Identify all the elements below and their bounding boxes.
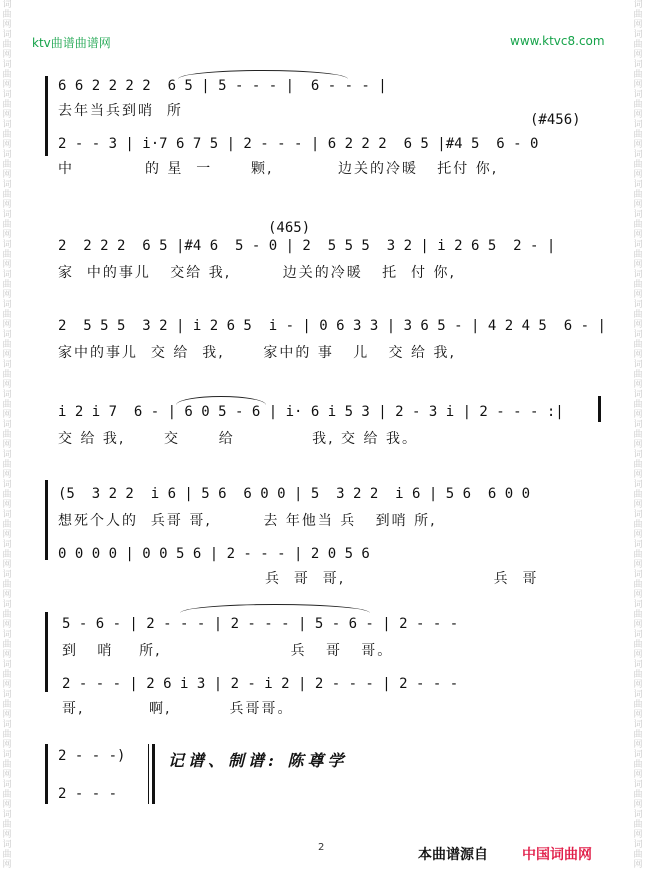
watermark-char: 网 bbox=[2, 800, 12, 810]
lower-lyric: 中 的 星 一 颗, 边关的冷暖 托付 你, bbox=[58, 161, 499, 177]
watermark-char: 词 bbox=[2, 630, 12, 640]
watermark-char: 网 bbox=[633, 830, 643, 840]
lower-notes: 2 - - - bbox=[58, 786, 118, 802]
watermark-char: 曲 bbox=[633, 310, 643, 320]
watermark-char: 曲 bbox=[2, 250, 12, 260]
watermark-char: 词 bbox=[633, 30, 643, 40]
watermark-char: 曲 bbox=[633, 130, 643, 140]
end-repeat-bar bbox=[598, 396, 601, 422]
watermark-char: 词 bbox=[633, 0, 643, 10]
watermark-char: 网 bbox=[633, 710, 643, 720]
watermark-char: 曲 bbox=[633, 610, 643, 620]
watermark-char: 词 bbox=[2, 90, 12, 100]
page-number: 2 bbox=[318, 842, 325, 853]
watermark-char: 词 bbox=[2, 510, 12, 520]
watermark-char: 网 bbox=[633, 110, 643, 120]
watermark-char: 网 bbox=[2, 620, 12, 630]
system-bracket bbox=[45, 744, 48, 804]
watermark-char: 曲 bbox=[2, 190, 12, 200]
watermark-char: 网 bbox=[2, 20, 12, 30]
watermark-char: 网 bbox=[2, 290, 12, 300]
watermark-char: 词 bbox=[2, 450, 12, 460]
watermark-char: 网 bbox=[633, 140, 643, 150]
watermark-char: 词 bbox=[633, 360, 643, 370]
annotation: (#456) bbox=[530, 112, 581, 128]
footer-site-link[interactable]: 中国词曲网 bbox=[522, 847, 592, 863]
system-bracket bbox=[45, 76, 48, 156]
watermark-char: 曲 bbox=[633, 550, 643, 560]
watermark-char: 曲 bbox=[633, 160, 643, 170]
watermark-char: 网 bbox=[633, 680, 643, 690]
watermark-char: 网 bbox=[633, 590, 643, 600]
watermark-char: 词 bbox=[633, 810, 643, 820]
watermark-char: 词 bbox=[633, 270, 643, 280]
header-right-url: www.ktvc8.com bbox=[510, 34, 605, 48]
watermark-char: 词 bbox=[2, 600, 12, 610]
watermark-char: 词 bbox=[633, 240, 643, 250]
watermark-char: 网 bbox=[633, 50, 643, 60]
watermark-char: 网 bbox=[2, 140, 12, 150]
watermark-char: 网 bbox=[633, 560, 643, 570]
watermark-char: 曲 bbox=[633, 820, 643, 830]
watermark-char: 词 bbox=[633, 450, 643, 460]
watermark-char: 曲 bbox=[633, 10, 643, 20]
watermark-char: 词 bbox=[633, 390, 643, 400]
watermark-char: 曲 bbox=[2, 730, 12, 740]
watermark-char: 词 bbox=[2, 780, 12, 790]
watermark-char: 词 bbox=[633, 60, 643, 70]
watermark-char: 词 bbox=[633, 510, 643, 520]
watermark-char: 曲 bbox=[2, 70, 12, 80]
header-left-text: ktv曲谱曲谱网 bbox=[32, 36, 111, 50]
watermark-char: 词 bbox=[2, 390, 12, 400]
watermark-char: 曲 bbox=[633, 640, 643, 650]
watermark-char: 曲 bbox=[633, 460, 643, 470]
watermark-char: 词 bbox=[633, 780, 643, 790]
watermark-char: 曲 bbox=[633, 790, 643, 800]
watermark-char: 曲 bbox=[2, 10, 12, 20]
watermark-char: 曲 bbox=[633, 520, 643, 530]
watermark-char: 网 bbox=[633, 380, 643, 390]
watermark-char: 网 bbox=[2, 230, 12, 240]
upper-notes: (5 3 2 2 i 6 | 5 6 6 0 0 | 5 3 2 2 i 6 | 5 6 6 0 0 bbox=[58, 486, 531, 502]
watermark-char: 曲 bbox=[633, 220, 643, 230]
watermark-char: 网 bbox=[633, 410, 643, 420]
final-bar-thin bbox=[148, 744, 149, 804]
watermark-char: 曲 bbox=[633, 340, 643, 350]
watermark-char: 网 bbox=[2, 380, 12, 390]
watermark-char: 词 bbox=[2, 360, 12, 370]
watermark-char: 词 bbox=[2, 540, 12, 550]
upper-notes: 2 - - -) bbox=[58, 748, 126, 764]
lower-notes: 2 - - 3 | i·7 6 7 5 | 2 - - - | 6 2 2 2 6 5 |#4 5 6 - 0 bbox=[58, 136, 539, 152]
watermark-char: 曲 bbox=[633, 430, 643, 440]
watermark-char: 网 bbox=[633, 740, 643, 750]
watermark-char: 网 bbox=[633, 200, 643, 210]
watermark-char: 网 bbox=[633, 170, 643, 180]
watermark-char: 词 bbox=[633, 540, 643, 550]
watermark-char: 词 bbox=[633, 150, 643, 160]
watermark-char: 曲 bbox=[633, 70, 643, 80]
final-bar-thick bbox=[152, 744, 155, 804]
watermark-char: 曲 bbox=[2, 790, 12, 800]
watermark-char: 曲 bbox=[633, 490, 643, 500]
watermark-char: 词 bbox=[633, 90, 643, 100]
lyric: 家中的事儿 交 给 我, 家中的 事 儿 交 给 我, bbox=[58, 345, 456, 361]
lower-notes: 0 0 0 0 | 0 0 5 6 | 2 - - - | 2 0 5 6 bbox=[58, 546, 370, 562]
notes: i 2 i 7 6 - | 6 0 5 - 6 | i· 6 i 5 3 | 2 - 3 i | 2 - - - :| bbox=[58, 404, 564, 420]
tie bbox=[178, 70, 348, 79]
watermark-char: 网 bbox=[2, 110, 12, 120]
lower-lyric: 哥, 啊, 兵哥哥。 bbox=[62, 701, 294, 717]
watermark-char: 词 bbox=[2, 60, 12, 70]
watermark-char: 曲 bbox=[633, 370, 643, 380]
watermark-char: 网 bbox=[2, 560, 12, 570]
watermark-char: 曲 bbox=[633, 850, 643, 860]
watermark-char: 网 bbox=[2, 860, 12, 870]
watermark-char: 曲 bbox=[633, 760, 643, 770]
watermark-char: 曲 bbox=[2, 760, 12, 770]
watermark-char: 网 bbox=[2, 410, 12, 420]
upper-lyric: 到 哨 所, 兵 哥 哥。 bbox=[62, 643, 394, 659]
credit-text: 记谱、制谱: 陈尊学 bbox=[168, 751, 348, 770]
watermark-char: 曲 bbox=[633, 280, 643, 290]
footer-source-label: 本曲谱源自 bbox=[418, 847, 488, 863]
watermark-char: 网 bbox=[2, 590, 12, 600]
watermark-char: 词 bbox=[633, 330, 643, 340]
upper-notes: 5 - 6 - | 2 - - - | 2 - - - | 5 - 6 - | 2 - - - bbox=[62, 616, 459, 632]
watermark-char: 词 bbox=[2, 480, 12, 490]
watermark-char: 词 bbox=[633, 840, 643, 850]
watermark-char: 曲 bbox=[2, 490, 12, 500]
watermark-char: 词 bbox=[2, 750, 12, 760]
lyric: 交 给 我, 交 给 我, 交 给 我。 bbox=[58, 431, 418, 447]
watermark-char: 词 bbox=[2, 240, 12, 250]
watermark-char: 曲 bbox=[2, 580, 12, 590]
watermark-char: 曲 bbox=[2, 310, 12, 320]
watermark-char: 词 bbox=[2, 330, 12, 340]
watermark-char: 网 bbox=[633, 530, 643, 540]
watermark-char: 词 bbox=[633, 660, 643, 670]
lower-lyric: 兵 哥 哥, 兵 哥 bbox=[265, 571, 539, 587]
annotation: (465) bbox=[268, 220, 311, 236]
upper-lyric: 想死个人的 兵哥 哥, 去 年他当 兵 到哨 所, bbox=[58, 513, 437, 529]
watermark-char: 网 bbox=[633, 290, 643, 300]
watermark-char: 曲 bbox=[2, 280, 12, 290]
watermark-char: 网 bbox=[2, 530, 12, 540]
watermark-char: 词 bbox=[2, 210, 12, 220]
watermark-char: 词 bbox=[2, 0, 12, 10]
watermark-char: 网 bbox=[633, 440, 643, 450]
notes: 2 5 5 5 3 2 | i 2 6 5 i - | 0 6 3 3 | 3 6 5 - | 4 2 4 5 6 - | bbox=[58, 318, 606, 334]
watermark-char: 曲 bbox=[633, 190, 643, 200]
system-bracket bbox=[45, 480, 48, 560]
watermark-char: 曲 bbox=[2, 430, 12, 440]
watermark-char: 网 bbox=[2, 170, 12, 180]
watermark-char: 词 bbox=[633, 690, 643, 700]
watermark-char: 曲 bbox=[2, 640, 12, 650]
watermark-char: 曲 bbox=[2, 460, 12, 470]
watermark-char: 网 bbox=[633, 800, 643, 810]
watermark-char: 词 bbox=[633, 480, 643, 490]
watermark-char: 词 bbox=[633, 570, 643, 580]
watermark-char: 曲 bbox=[2, 40, 12, 50]
watermark-char: 网 bbox=[633, 260, 643, 270]
watermark-char: 网 bbox=[2, 320, 12, 330]
watermark-char: 网 bbox=[633, 20, 643, 30]
watermark-char: 曲 bbox=[2, 130, 12, 140]
watermark-char: 网 bbox=[2, 200, 12, 210]
watermark-char: 词 bbox=[633, 420, 643, 430]
watermark-char: 网 bbox=[633, 770, 643, 780]
watermark-char: 曲 bbox=[2, 100, 12, 110]
watermark-char: 词 bbox=[2, 150, 12, 160]
watermark-char: 网 bbox=[2, 440, 12, 450]
tie bbox=[180, 604, 370, 613]
right-watermark bbox=[631, 0, 645, 891]
watermark-char: 曲 bbox=[633, 730, 643, 740]
watermark-char: 网 bbox=[633, 860, 643, 870]
watermark-char: 词 bbox=[633, 720, 643, 730]
watermark-char: 词 bbox=[2, 660, 12, 670]
watermark-char: 网 bbox=[2, 770, 12, 780]
watermark-char: 曲 bbox=[633, 250, 643, 260]
watermark-char: 词 bbox=[2, 180, 12, 190]
watermark-char: 词 bbox=[2, 120, 12, 130]
notes: 2 2 2 2 6 5 |#4 6 5 - 0 | 2 5 5 5 3 2 | i 2 6 5 2 - | bbox=[58, 238, 556, 254]
watermark-char: 曲 bbox=[2, 340, 12, 350]
watermark-char: 词 bbox=[2, 300, 12, 310]
watermark-char: 网 bbox=[633, 500, 643, 510]
left-watermark bbox=[0, 0, 14, 891]
watermark-char: 曲 bbox=[2, 670, 12, 680]
watermark-char: 曲 bbox=[633, 40, 643, 50]
watermark-char: 词 bbox=[633, 300, 643, 310]
watermark-char: 网 bbox=[2, 680, 12, 690]
watermark-char: 曲 bbox=[633, 100, 643, 110]
watermark-char: 网 bbox=[2, 710, 12, 720]
upper-notes: 6 6 2 2 2 2 6 5 | 5 - - - | 6 - - - | bbox=[58, 78, 387, 94]
watermark-char: 词 bbox=[633, 600, 643, 610]
watermark-char: 词 bbox=[2, 840, 12, 850]
watermark-char: 网 bbox=[2, 350, 12, 360]
system-bracket bbox=[45, 612, 48, 692]
tie bbox=[176, 396, 266, 405]
watermark-char: 曲 bbox=[633, 670, 643, 680]
watermark-char: 曲 bbox=[2, 820, 12, 830]
watermark-char: 词 bbox=[2, 30, 12, 40]
lyric: 家 中的事儿 交给 我, 边关的冷暖 托 付 你, bbox=[58, 265, 456, 281]
watermark-char: 网 bbox=[2, 650, 12, 660]
watermark-char: 网 bbox=[633, 650, 643, 660]
watermark-char: 曲 bbox=[633, 700, 643, 710]
watermark-char: 词 bbox=[633, 210, 643, 220]
upper-lyric: 去年当兵到哨 所 bbox=[58, 103, 183, 119]
watermark-char: 网 bbox=[2, 470, 12, 480]
lower-notes: 2 - - - | 2 6 i 3 | 2 - i 2 | 2 - - - | 2 - - - bbox=[62, 676, 459, 692]
watermark-char: 曲 bbox=[2, 220, 12, 230]
watermark-char: 词 bbox=[633, 120, 643, 130]
watermark-char: 网 bbox=[633, 80, 643, 90]
watermark-char: 网 bbox=[633, 620, 643, 630]
watermark-char: 词 bbox=[633, 180, 643, 190]
watermark-char: 曲 bbox=[2, 160, 12, 170]
watermark-char: 词 bbox=[633, 750, 643, 760]
watermark-char: 网 bbox=[2, 740, 12, 750]
watermark-char: 词 bbox=[2, 570, 12, 580]
watermark-char: 曲 bbox=[2, 610, 12, 620]
watermark-char: 网 bbox=[2, 500, 12, 510]
watermark-char: 网 bbox=[633, 230, 643, 240]
watermark-char: 词 bbox=[2, 720, 12, 730]
watermark-char: 曲 bbox=[2, 370, 12, 380]
watermark-char: 词 bbox=[2, 270, 12, 280]
watermark-char: 曲 bbox=[2, 520, 12, 530]
watermark-char: 网 bbox=[633, 470, 643, 480]
watermark-char: 曲 bbox=[633, 400, 643, 410]
watermark-char: 网 bbox=[2, 830, 12, 840]
watermark-char: 词 bbox=[633, 630, 643, 640]
watermark-char: 曲 bbox=[2, 550, 12, 560]
watermark-char: 曲 bbox=[2, 850, 12, 860]
watermark-char: 词 bbox=[2, 420, 12, 430]
watermark-char: 曲 bbox=[2, 700, 12, 710]
watermark-char: 曲 bbox=[633, 580, 643, 590]
watermark-char: 曲 bbox=[2, 400, 12, 410]
watermark-char: 词 bbox=[2, 810, 12, 820]
watermark-char: 网 bbox=[2, 260, 12, 270]
watermark-char: 网 bbox=[2, 80, 12, 90]
watermark-char: 网 bbox=[2, 50, 12, 60]
watermark-char: 网 bbox=[633, 320, 643, 330]
watermark-char: 词 bbox=[2, 690, 12, 700]
watermark-char: 网 bbox=[633, 350, 643, 360]
